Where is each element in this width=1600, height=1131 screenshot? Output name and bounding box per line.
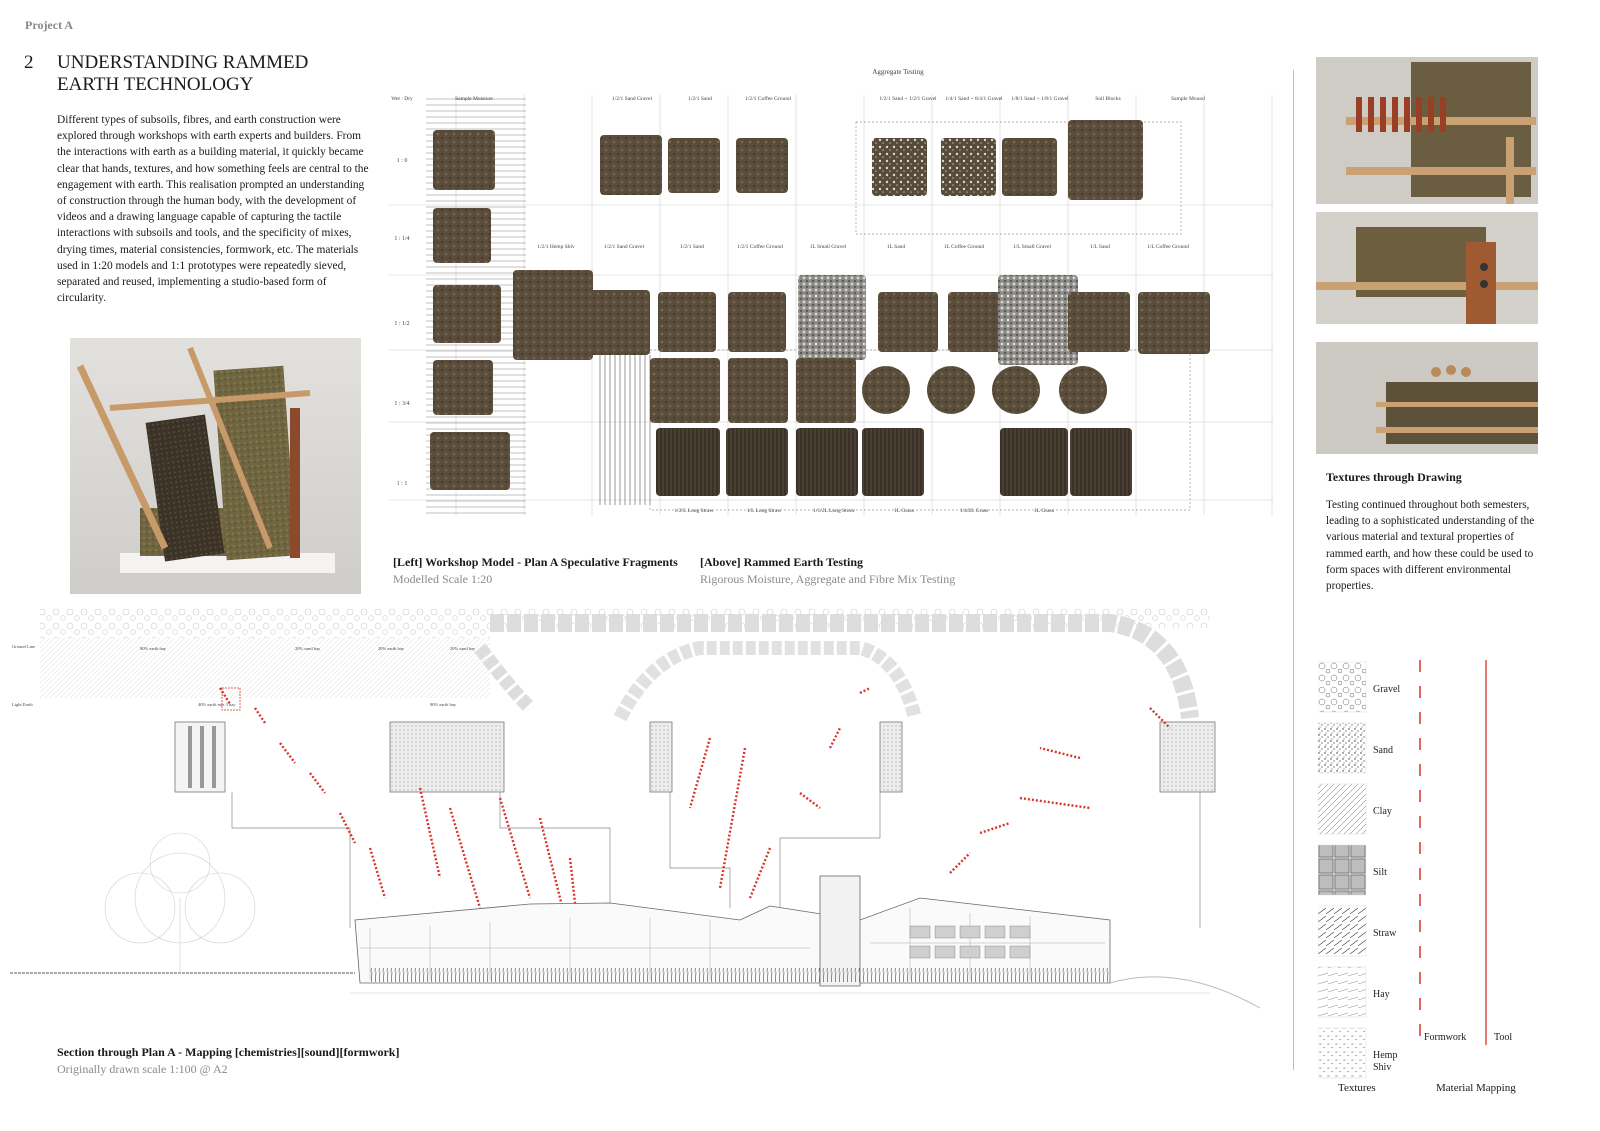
section-annotation: Ground Line [12, 644, 36, 649]
section-caption-sub: Originally drawn scale 1:100 @ A2 [57, 1062, 228, 1076]
test-sample [878, 292, 938, 352]
section-caption [57, 1045, 399, 1077]
matrix-header-cell: 1/2/1 Sand Gravel [611, 96, 653, 102]
texture-label: Hemp [1373, 1050, 1398, 1061]
test-sample [433, 285, 501, 343]
texture-label: Shiv [1373, 1062, 1392, 1073]
test-sample [1138, 292, 1210, 354]
matrix-bottom-row-cell: 1L Grass [1034, 508, 1054, 514]
test-sample [862, 428, 924, 496]
test-sample [1068, 120, 1143, 200]
left-caption [393, 555, 678, 587]
test-sample-round [862, 366, 910, 414]
test-sample [726, 428, 788, 496]
test-sample [600, 135, 662, 195]
test-sample [796, 358, 856, 423]
section-caption-title: Section through Plan A - Mapping [chemistries][sound][formwork] [57, 1045, 400, 1059]
prototype-photo-1 [1316, 57, 1538, 204]
texture-legend [1318, 650, 1588, 1100]
matrix-mid-row-cell: 1L Small Gravel [809, 244, 847, 250]
matrix-header-cell: Sample Mound [1171, 96, 1205, 102]
section-drawing [10, 608, 1300, 1048]
matrix-bottom-row-cell: 1/1/2L Long Straw [813, 508, 855, 514]
section-annotation: 20% sand hay [450, 646, 476, 651]
project-label: Project A [25, 18, 74, 32]
test-sample [513, 270, 593, 360]
matrix-header-cell: Sample Moisture [455, 96, 493, 102]
texture-swatch-straw [1318, 906, 1366, 956]
test-sample [668, 138, 720, 193]
matrix-bottom-row-cell: 1/L Long Straw [746, 508, 782, 514]
texture-swatch-hay [1318, 967, 1366, 1017]
matrix-bottom-row-cell: 1/4/2L Grass [959, 508, 989, 514]
test-sample-round [927, 366, 975, 414]
texture-label: Gravel [1373, 684, 1401, 695]
workshop-model-photo [70, 338, 361, 594]
sidebar-text: Testing continued throughout both semesters, leading to a sophisticated understanding of the various material and textural properties of rammed earth, and how these could be used to form spaces with different environmental properties. [1326, 499, 1535, 593]
test-sample-round [1059, 366, 1107, 414]
above-caption-sub: Rigorous Moisture, Aggregate and Fibre Mix Testing [700, 572, 956, 586]
sidebar-heading: Textures through Drawing [1326, 470, 1462, 484]
matrix-header-cell: 1/4/1 Sand + 8/4/1 Gravel [945, 96, 1003, 102]
matrix-header-cell: Soil Blocks [1095, 96, 1121, 102]
texture-label: Clay [1373, 806, 1392, 817]
texture-label: Silt [1373, 867, 1387, 878]
texture-swatch-hemp-shiv [1318, 1028, 1366, 1078]
texture-label: Straw [1373, 928, 1397, 939]
matrix-mid-row-cell: 1L Sand [886, 244, 906, 250]
test-sample [798, 275, 866, 360]
test-sample [1000, 428, 1068, 496]
matrix-mid-row-cell: 1/2/1 Sand Gravel [603, 244, 645, 250]
section-annotation: 20% earth hay [378, 646, 404, 651]
matrix-row-label: 1 : 0 [396, 158, 408, 164]
above-caption [700, 555, 955, 587]
intro-paragraph: Different types of subsoils, fibres, and earth construction were explored through workshops with earth experts and builders. From the interactions with earth as a building material, it quickly became clear that hands, textures, and how something feels are central to the engagement with earth. This realisation prompted an understanding of construction through the human body, with the development of videos and a drawing language capable of capturing the tactile interactions with subsoils and tools, and the specificity of mixes, drying times, material consistencies, formwork, etc. The materials used in 1:20 models and 1:1 prototypes were repeatedly sieved, separated and reused, implementing a studio-based form of circularity. [57, 114, 369, 305]
section-number: 2 [24, 52, 34, 73]
test-sample [588, 290, 650, 355]
above-caption-title: [Above] Rammed Earth Testing [700, 555, 864, 569]
left-caption-sub: Modelled Scale 1:20 [393, 572, 493, 586]
matrix-mid-row-cell: 1/L Sand [1090, 244, 1110, 250]
test-sample [650, 358, 720, 423]
section-annotation: 40% earth mix 3 hay [198, 702, 236, 707]
matrix-bottom-row-cell: 1L Grass [894, 508, 914, 514]
matrix-row-label: 1 : 3/4 [394, 401, 410, 407]
matrix-bottom-row-cell: 1/2/L Long Straw [674, 508, 714, 514]
matrix-mid-row-cell: 1/2/1 Coffee Ground [737, 244, 783, 250]
legend-col-mapping: Material Mapping [1436, 1082, 1516, 1094]
section-annotation: 90% earth hay [430, 702, 456, 707]
legend-tool-label: Tool [1494, 1032, 1513, 1043]
matrix-mid-row-cell: 1/L Small Gravel [1013, 244, 1051, 250]
test-sample [998, 275, 1078, 365]
left-caption-title: [Left] Workshop Model - Plan A Speculative Fragments [393, 555, 678, 569]
texture-label: Sand [1373, 745, 1393, 756]
test-sample [728, 292, 786, 352]
matrix-row-label: 1 : 1/2 [394, 321, 410, 327]
texture-label: Hay [1373, 989, 1390, 1000]
section-annotation: 80% earth hay [140, 646, 166, 651]
matrix-header-cell: 1/2/1 Sand + 1/2/1 Gravel [879, 96, 937, 102]
texture-swatch-sand [1318, 723, 1366, 773]
matrix-mid-row-cell: 1/2/1 Hemp Shiv [537, 244, 575, 250]
matrix-row-label: 1 : 1/4 [394, 236, 410, 242]
page-title: UNDERSTANDING RAMMED EARTH TECHNOLOGY [57, 52, 309, 95]
matrix-row-label: 1 : 1 [396, 481, 408, 487]
test-sample [433, 360, 493, 415]
matrix-mid-row-cell: 1/2/1 Sand [680, 244, 704, 250]
prototype-photo-3 [1316, 342, 1538, 454]
matrix-header-cell: 1/2/1 Coffee Ground [745, 96, 791, 102]
legend-formwork-label: Formwork [1424, 1032, 1467, 1043]
test-sample [430, 432, 510, 490]
matrix-header-cell: 1/8/1 Sand + 1/8/1 Gravel [1011, 96, 1069, 102]
test-sample [872, 138, 927, 196]
test-sample [656, 428, 720, 496]
section-annotation: 20% sand hay [295, 646, 321, 651]
test-sample [796, 428, 858, 496]
test-sample [728, 358, 788, 423]
texture-swatch-silt [1318, 845, 1366, 895]
section-annotation: Light Earth [12, 702, 33, 707]
test-sample-round [992, 366, 1040, 414]
texture-swatch-clay [1318, 784, 1366, 834]
test-sample [941, 138, 996, 196]
test-sample [1002, 138, 1057, 196]
test-sample [433, 208, 491, 263]
test-sample [433, 130, 495, 190]
matrix-header-cell: Wet : Dry [391, 96, 413, 102]
matrix-header-cell: 1/2/1 Sand [688, 96, 712, 102]
test-sample [658, 292, 716, 352]
matrix-mid-row-cell: 1/L Coffee Ground [1147, 244, 1189, 250]
test-sample [1070, 428, 1132, 496]
test-sample [1068, 292, 1130, 352]
aggregate-testing-matrix [388, 60, 1280, 530]
texture-swatch-gravel [1318, 662, 1366, 712]
test-sample [736, 138, 788, 193]
prototype-photo-2 [1316, 212, 1538, 324]
legend-col-textures: Textures [1338, 1082, 1376, 1094]
matrix-title: Aggregate Testing [872, 68, 924, 76]
matrix-mid-row-cell: 1L Coffee Ground [943, 244, 985, 250]
